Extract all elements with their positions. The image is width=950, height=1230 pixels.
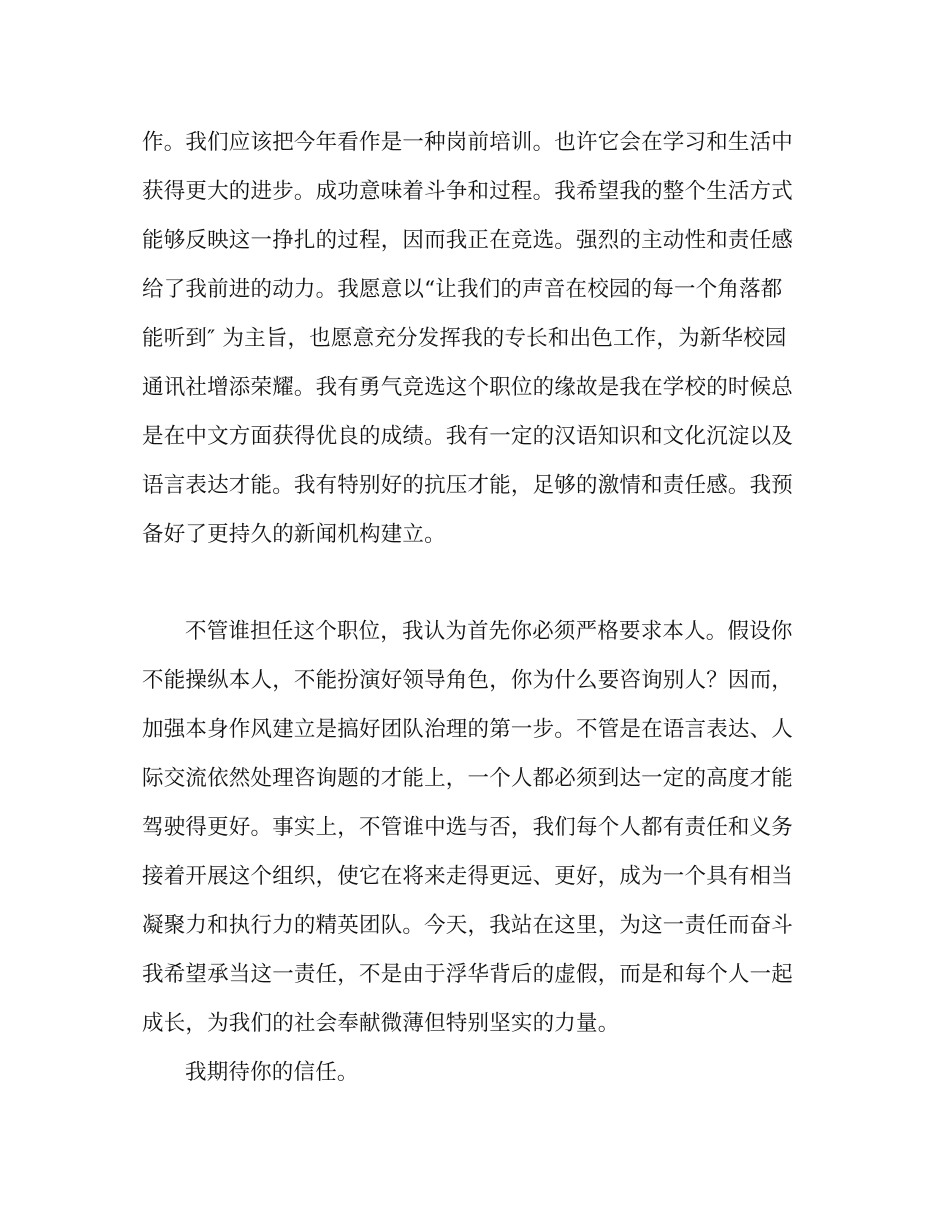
paragraph-2-line-3: 加强本身作风建立是搞好团队治理的第一步。不管是在语言表达、人 bbox=[142, 717, 794, 742]
paragraph-2-line-7: 凝聚力和执行力的精英团队。今天，我站在这里，为这一责任而奋斗 bbox=[142, 913, 794, 938]
paragraph-1-line-1: 作。我们应该把今年看作是一种岗前培训。也许它会在学习和生活中 bbox=[142, 130, 794, 155]
paragraph-2-line-4: 际交流依然处理咨询题的才能上，一个人都必须到达一定的高度才能 bbox=[142, 766, 794, 791]
paragraph-1-line-6: 通讯社增添荣耀。我有勇气竞选这个职位的缘故是我在学校的时候总 bbox=[142, 375, 794, 400]
paragraph-1-line-9: 备好了更持久的新闻机构建立。 bbox=[142, 522, 446, 547]
paragraph-1-line-7: 是在中文方面获得优良的成绩。我有一定的汉语知识和文化沉淀以及 bbox=[142, 424, 794, 449]
paragraph-1-line-8: 语言表达才能。我有特别好的抗压才能，足够的激情和责任感。我预 bbox=[142, 473, 794, 498]
paragraph-1-line-2: 获得更大的进步。成功意味着斗争和过程。我希望我的整个生活方式 bbox=[142, 179, 794, 204]
paragraph-2-line-1: 不管谁担任这个职位，我认为首先你必须严格要求本人。假设你 bbox=[185, 619, 793, 644]
paragraph-2-line-6: 接着开展这个组织，使它在将来走得更远、更好，成为一个具有相当 bbox=[142, 864, 794, 889]
paragraph-1-line-4: 给了我前进的动力。我愿意以“让我们的声音在校园的每一个角落都 bbox=[142, 277, 783, 302]
paragraph-2-line-9: 成长，为我们的社会奉献微薄但特别坚实的力量。 bbox=[142, 1011, 620, 1036]
paragraph-2-line-2: 不能操纵本人，不能扮演好领导角色，你为什么要咨询别人？因而， bbox=[142, 668, 794, 693]
paragraph-3-line-1: 我期待你的信任。 bbox=[185, 1060, 359, 1085]
paragraph-1-line-3: 能够反映这一挣扎的过程，因而我正在竞选。强烈的主动性和责任感 bbox=[142, 228, 794, 253]
paragraph-2-line-5: 驾驶得更好。事实上，不管谁中选与否，我们每个人都有责任和义务 bbox=[142, 815, 794, 840]
paragraph-1-line-5: 能听到″ 为主旨，也愿意充分发挥我的专长和出色工作，为新华校园 bbox=[142, 326, 787, 351]
paragraph-2-line-8: 我希望承当这一责任，不是由于浮华背后的虚假，而是和每个人一起 bbox=[142, 962, 794, 987]
